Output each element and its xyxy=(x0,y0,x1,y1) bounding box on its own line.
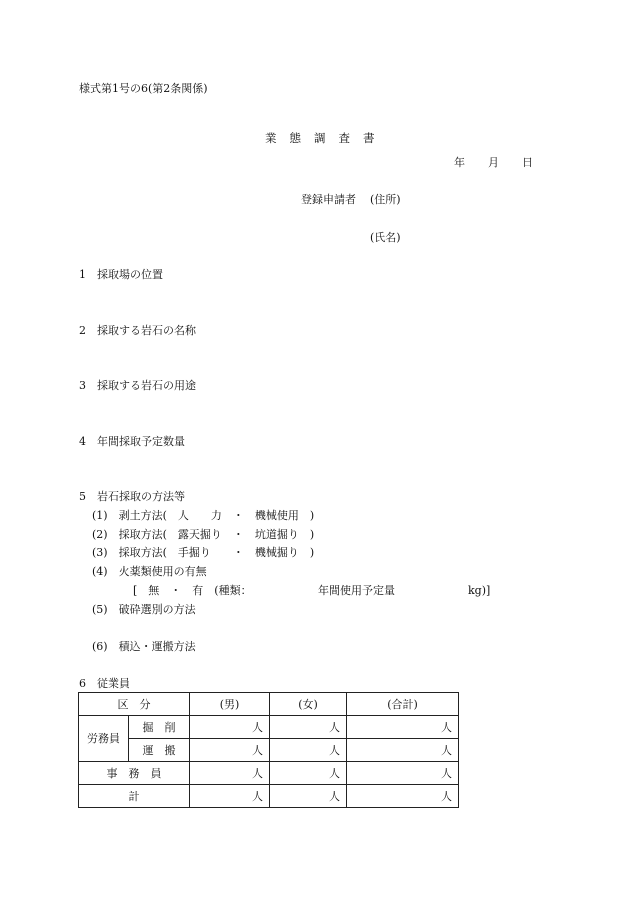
header-male: (男) xyxy=(190,693,270,716)
applicant-address: (住所) xyxy=(370,193,401,206)
excavation-label: 掘 削 xyxy=(129,716,190,739)
explosives-detail-c: kg)] xyxy=(468,584,491,597)
item-3-rock-use: 3 採取する岩石の用途 xyxy=(79,379,196,392)
header-category: 区 分 xyxy=(79,693,190,716)
unit-cell: 人 xyxy=(270,762,347,785)
title-char: 書 xyxy=(363,131,375,145)
labor-group-label: 労務員 xyxy=(79,716,129,762)
transport-label: 運 搬 xyxy=(129,739,190,762)
explosives-detail-a: [ 無 ・ 有 (種類： xyxy=(133,584,252,597)
item-5-4-explosives: (4) 火薬類使用の有無 xyxy=(92,565,207,578)
unit-cell: 人 xyxy=(347,716,459,739)
item-5-2-mining: (2) 採取方法( 露天掘り ・ 坑道掘り ) xyxy=(92,528,315,541)
item-4-annual-quantity: 4 年間採取予定数量 xyxy=(79,435,185,448)
unit-cell: 人 xyxy=(347,762,459,785)
document-title xyxy=(258,122,375,145)
applicant-label: 登録申請者 xyxy=(301,193,356,206)
title-char: 業 xyxy=(265,131,277,145)
applicant-name: (氏名) xyxy=(370,231,401,244)
header-total: (合計) xyxy=(347,693,459,716)
unit-cell: 人 xyxy=(270,739,347,762)
unit-cell: 人 xyxy=(190,785,270,808)
date-day: 日 xyxy=(522,156,533,169)
table-row xyxy=(79,762,459,785)
date-month: 月 xyxy=(488,156,499,169)
office-staff-label: 事 務 員 xyxy=(79,762,190,785)
title-char: 査 xyxy=(338,131,350,145)
unit-cell: 人 xyxy=(270,716,347,739)
item-2-rock-name: 2 採取する岩石の名称 xyxy=(79,324,196,337)
table-row xyxy=(79,785,459,808)
date-year: 年 xyxy=(454,156,465,169)
item-6-employees: 6 従業員 xyxy=(79,677,130,690)
unit-cell: 人 xyxy=(270,785,347,808)
explosives-detail-b: 年間使用予定量 xyxy=(318,584,395,597)
unit-cell: 人 xyxy=(347,739,459,762)
item-5-3-extraction: (3) 採取方法( 手掘り ・ 機械掘り ) xyxy=(92,546,315,559)
unit-cell: 人 xyxy=(190,739,270,762)
employee-table xyxy=(78,692,459,808)
title-char: 調 xyxy=(314,131,326,145)
unit-cell: 人 xyxy=(347,785,459,808)
table-row xyxy=(79,739,459,762)
title-char: 態 xyxy=(289,131,301,145)
table-header-row xyxy=(79,693,459,716)
table-row xyxy=(79,716,459,739)
header-female: (女) xyxy=(270,693,347,716)
item-5-6-loading: (6) 積込・運搬方法 xyxy=(92,640,196,653)
unit-cell: 人 xyxy=(190,716,270,739)
item-5-method: 5 岩石採取の方法等 xyxy=(79,490,185,503)
sum-label: 計 xyxy=(79,785,190,808)
item-1-quarry-location: 1 採取場の位置 xyxy=(79,268,163,281)
form-label: 様式第1号の6(第2条関係) xyxy=(79,82,208,95)
item-5-5-crushing: (5) 破砕選別の方法 xyxy=(92,603,196,616)
item-5-1-stripping: (1) 剥土方法( 人 力 ・ 機械使用 ) xyxy=(92,509,315,522)
unit-cell: 人 xyxy=(190,762,270,785)
